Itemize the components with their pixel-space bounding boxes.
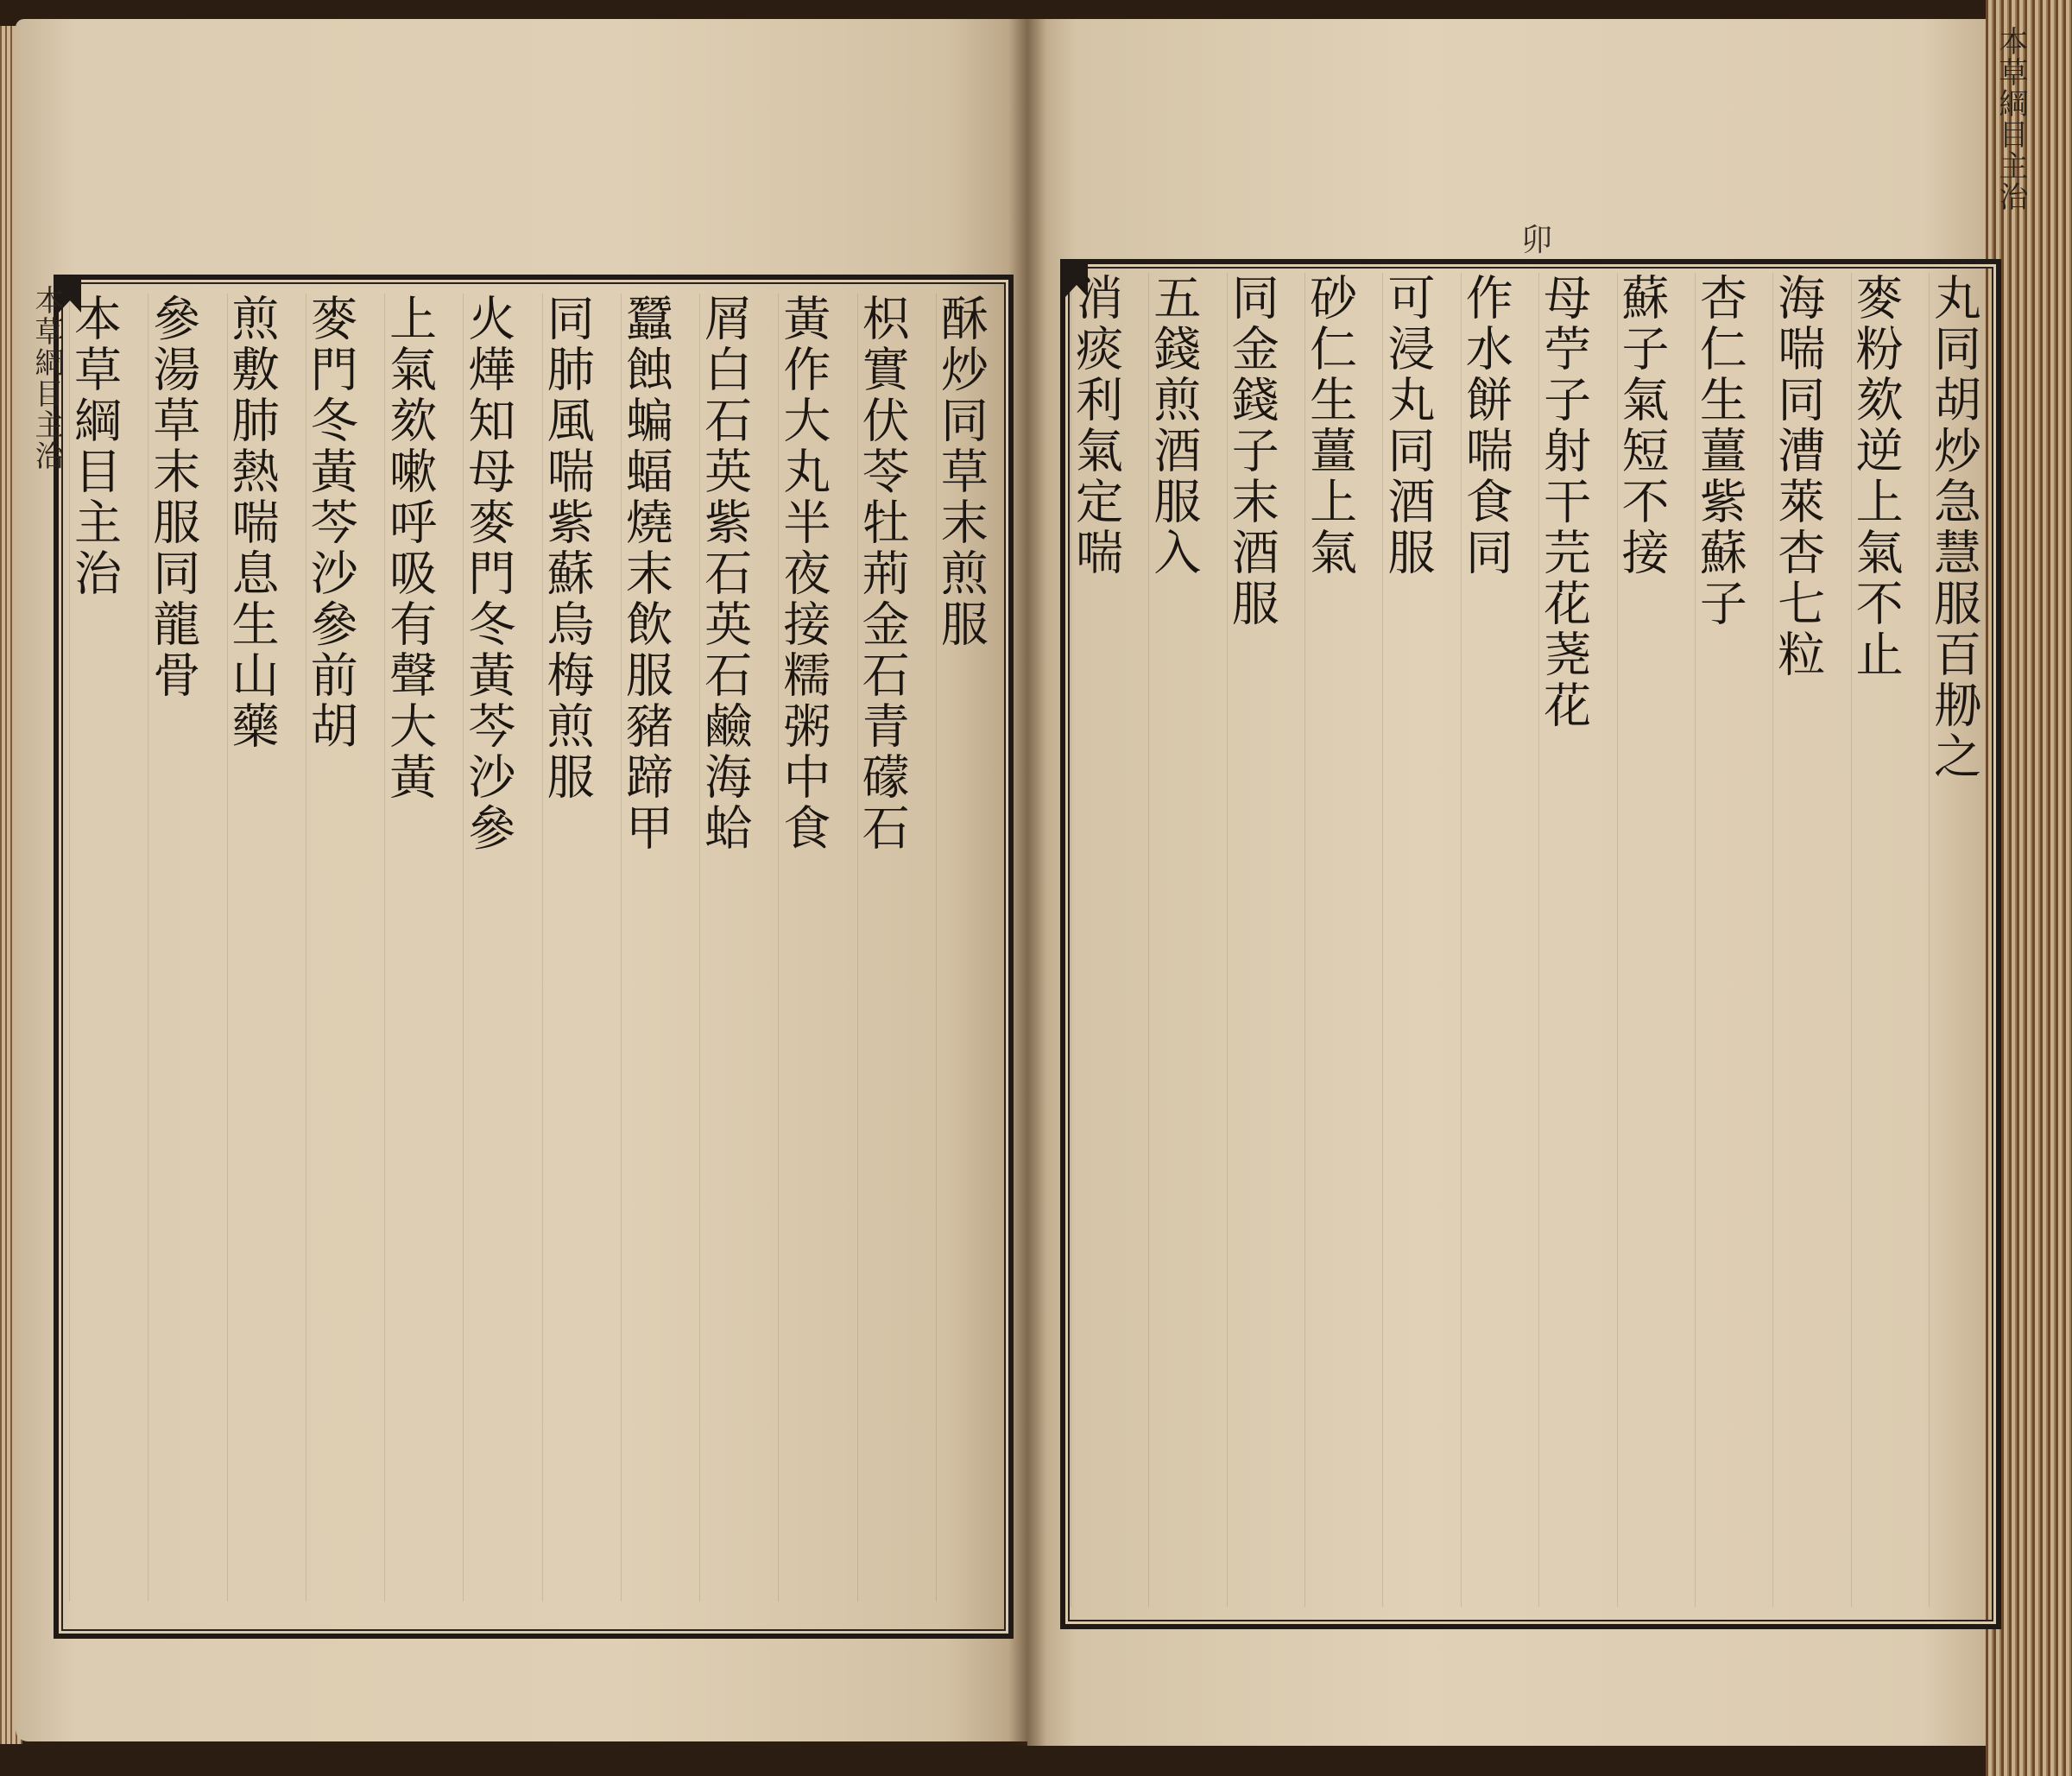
text-column: 麥門冬黃芩沙參前胡 xyxy=(306,294,354,1602)
text-column: 蠶蝕蝙蝠燒末飲服豬蹄甲 xyxy=(621,294,669,1602)
text-column: 母苧子射干芫花荛花 xyxy=(1538,273,1587,1607)
text-column: 麥粉欬逆上氣不止 xyxy=(1851,273,1899,1607)
text-column: 同金錢子末酒服 xyxy=(1227,273,1275,1607)
text-column: 煎敷肺熱喘息生山藥 xyxy=(227,294,275,1602)
right-text-columns xyxy=(1068,273,1981,1607)
text-column: 參湯草末服同龍骨 xyxy=(148,294,196,1602)
left-fold-label: 本草綱目主治 xyxy=(29,285,64,471)
center-mark: 卯 xyxy=(1521,223,1553,258)
text-column: 杏仁生薑紫蘇子 xyxy=(1695,273,1743,1607)
book-gutter xyxy=(1008,19,1046,1746)
text-column: 同肺風喘紫蘇烏梅煎服 xyxy=(542,294,591,1602)
text-column: 蘇子氣短不接 xyxy=(1617,273,1665,1607)
text-column: 丸同胡炒急慧服百刱之 xyxy=(1929,273,1977,1607)
text-column: 可浸丸同酒服 xyxy=(1382,273,1431,1607)
left-text-columns xyxy=(66,294,989,1602)
text-column: 黃作大丸半夜接糯粥中食 xyxy=(778,294,826,1602)
text-column: 枳實伏苓牡荊金石青礞石 xyxy=(857,294,906,1602)
text-column: 作水餅喘食同 xyxy=(1461,273,1509,1607)
text-column: 本草綱目主治 xyxy=(69,294,117,1602)
text-column: 屑白石英紫石英石鹼海蛤 xyxy=(699,294,748,1602)
text-column: 消痰利氣定喘 xyxy=(1071,273,1119,1607)
right-fold-label: 本草綱目主治 xyxy=(1993,26,2028,212)
text-column: 酥炒同草末煎服 xyxy=(936,294,984,1602)
text-column: 五錢煎酒服入 xyxy=(1148,273,1197,1607)
text-column: 海喘同漕萊杏七粒 xyxy=(1772,273,1821,1607)
text-column: 上氣欬嗽呼吸有聲大黃 xyxy=(384,294,433,1602)
text-column: 砂仁生薑上氣 xyxy=(1304,273,1353,1607)
text-column: 火燁知母麥門冬黃芩沙參 xyxy=(463,294,511,1602)
